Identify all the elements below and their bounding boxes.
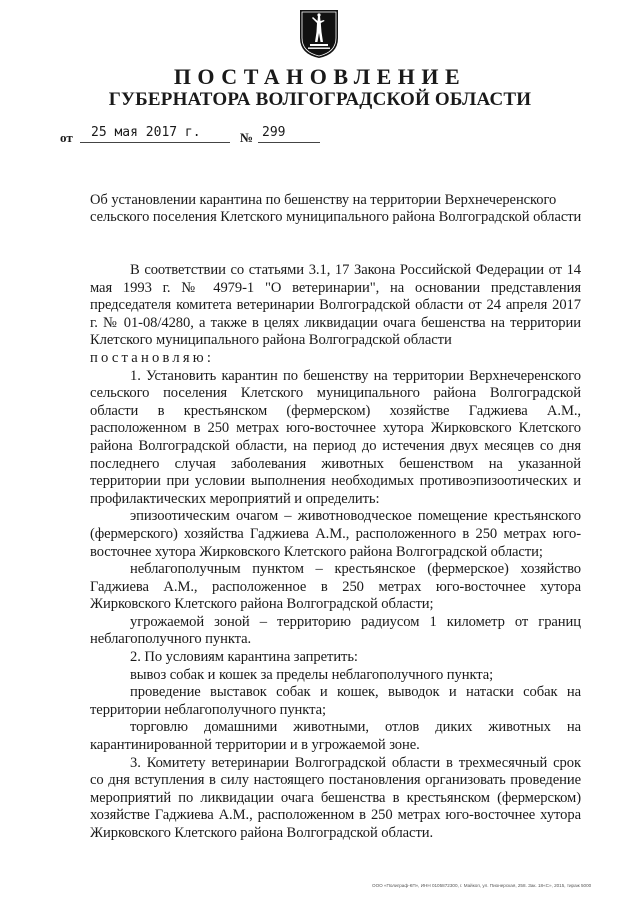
date-value: 25 мая 2017 г. <box>91 125 201 140</box>
clause-2-trade-ban: торговлю домашними животными, отлов диких животных на карантинированной территории и в угрожаемой зоне. <box>90 719 581 754</box>
document-body <box>90 262 581 843</box>
document-subject: Об установлении карантина по бешенству на территории Верхнечеренского сельского поселения Клетского муниципального района Волгоградской области <box>90 192 582 225</box>
date-underline <box>80 142 230 143</box>
document-type-title: ПОСТАНОВЛЕНИЕ <box>173 64 467 89</box>
clause-1-epizootic-focus: эпизоотическим очагом – животноводческое помещение крестьянского (фермерского) хозяйства Гаджиева А.М., расположенного в 250 метрах юго-восточнее хутора Жирковского Клетского района Волгоградской области; <box>90 508 581 560</box>
clause-1-unfavorable-point: неблагополучным пунктом – крестьянское (фермерское) хозяйство Гаджиева А.М., расположенное в 250 метрах юго-восточнее хутора Жирковского Клетского района Волгоградской области; <box>90 561 581 613</box>
clause-2: 2. По условиям карантина запретить: <box>130 649 358 666</box>
date-label: от <box>60 130 73 145</box>
clause-3: 3. Комитету ветеринарии Волгоградской области в трехмесячный срок со дня вступления в силу настоящего постановления организовать проведение мероприятий по ликвидации очага бешенства в крестьянском (фермерском) хозяйстве Гаджиева А.М., расположенном в 250 метрах юго-восточнее хутора Жирковского Клетского района Волгоградской области. <box>90 754 581 841</box>
number-value: 299 <box>262 125 286 140</box>
clause-1: 1. Установить карантин по бешенству на территории Верхнечеренского сельского поселения Клетского муниципального района Волгоградской области в крестьянском (фермерском) хозяйстве Гаджиева А.М., расположенном в 250 метрах юго-восточнее хутора Жирковского Клетского района Волгоградской области, на период до истечения двух месяцев со дня последнего случая заболевания животных бешенством на указанной территории при условии выполнения необходимых противоэпизоотических и профилактических мероприятий и определить: <box>90 367 581 507</box>
number-label: № <box>240 130 254 145</box>
decree-word: постановляю: <box>90 349 215 366</box>
number-underline <box>258 142 320 143</box>
clause-2-exhibitions-ban: проведение выставок собак и кошек, выводок и натаски собак на территории неблагополучного пункта; <box>90 684 581 718</box>
clause-2-export-ban: вывоз собак и кошек за пределы неблагополучного пункта; <box>130 666 494 683</box>
print-imprint: ООО «Полиграф-КП», ИНН 0105872300, г. Майкоп, ул. Пионерская, 258. Зак. 18«С», 2015, тираж 5000 <box>372 883 592 888</box>
date-number-line <box>0 123 640 147</box>
issuer-subtitle: ГУБЕРНАТОРА ВОЛГОГРАДСКОЙ ОБЛАСТИ <box>108 89 532 110</box>
preamble-paragraph: В соответствии со статьями 3.1, 17 Закона Российской Федерации от 14 мая 1993 г. № 4979-1 "О ветеринарии", на основании представления председателя комитета ветеринарии Волгоградской области от 24 апреля 2017 г. № 01-08/4280, а также в целях ликвидации очага бешенства на территории Клетского муниципального района Волгоградской области <box>90 262 581 349</box>
coat-of-arms-icon <box>298 8 340 60</box>
clause-1-threatened-zone: угрожаемой зоной – территорию радиусом 1 километр от границ неблагополучного пункта. <box>90 613 581 648</box>
